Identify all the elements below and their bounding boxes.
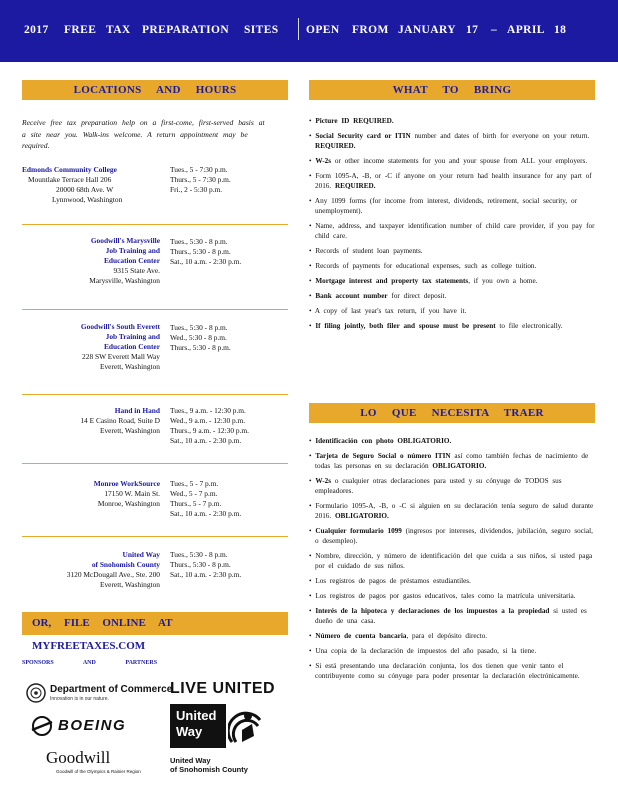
location-name: Job Training and <box>105 246 160 255</box>
goodwill-logo <box>46 748 146 778</box>
item-bold: Mortgage interest and property tax statements <box>315 277 469 285</box>
item-text: Nombre, dirección, y número de identificación del que cuida a sus niños, si usted paga por el cuidado de sus niños. <box>315 552 593 570</box>
list-item: • If filing jointly, both filer and spouse must be present to file electronically. <box>309 322 563 330</box>
what-to-bring-header: WHAT TO BRING <box>309 80 595 100</box>
banner-word: 18 <box>554 24 567 36</box>
item-text: for direct deposit. <box>387 292 447 300</box>
address-line: 228 SW Everett Mall Way <box>82 352 160 361</box>
address-line: Marysville, Washington <box>89 276 160 285</box>
united-way-text: of Snohomish County <box>170 765 248 774</box>
banner-word: FROM <box>352 24 389 36</box>
list-item: • Tarjeta de Seguro Social o número ITIN así como también fechas de nacimiento de todas las personas en su declaración OBLIGATORIO. <box>309 452 589 470</box>
item-bold: Interés de la hipoteca y declaraciones de los impuestos a la propiedad <box>315 607 550 615</box>
lo-que-necesita-list <box>309 436 595 686</box>
banner-word: FREE <box>64 24 97 36</box>
item-bold: OBLIGATORIO. <box>432 462 487 470</box>
title-banner <box>0 0 618 62</box>
item-text: Records of student loan payments. <box>315 247 423 255</box>
list-item: • Los registros de pagos de préstamos estudiantiles. <box>309 577 471 585</box>
hours-line: Tues., 5:30 - 8 p.m. <box>170 323 228 332</box>
item-text: así como también fechas de nacimiento de todas las personas en su declaración <box>315 452 589 470</box>
location-name: United Way <box>122 550 160 559</box>
address-line: 17150 W. Main St. <box>104 489 160 498</box>
hours-line: Thurs., 5:30 - 8 p.m. <box>170 560 231 569</box>
item-text: Name, address, and taxpayer identification number of child care provider, if you pay for child care. <box>315 222 595 240</box>
address-line: Everett, Washington <box>99 362 160 371</box>
item-bold: OBLIGATORIO. <box>334 512 389 520</box>
hours-line: Tues., 5:30 - 8 p.m. <box>170 237 228 246</box>
hours-line: Sat., 10 a.m. - 2:30 p.m. <box>170 436 242 445</box>
hours-line: Tues., 5:30 - 8 p.m. <box>170 550 228 559</box>
live-united-text: LIVE UNITED <box>170 680 276 697</box>
hours-line: Sat., 10 a.m. - 2:30 p.m. <box>170 509 242 518</box>
list-item: • A copy of last year's tax return, if you have it. <box>309 307 467 315</box>
banner-word: 17 <box>466 24 479 36</box>
banner-divider <box>298 18 299 40</box>
list-item: • Identificación con photo OBLIGATORIO. <box>309 437 452 445</box>
location-divider <box>22 463 288 464</box>
boeing-symbol-icon <box>30 714 54 738</box>
address-line: 3120 McDougall Ave., Ste. 200 <box>66 570 160 579</box>
item-bold: REQUIRED. <box>315 142 356 150</box>
address-line: 9315 State Ave. <box>113 266 160 275</box>
item-text: to file electronically. <box>495 322 563 330</box>
list-item: • Records of student loan payments. <box>309 247 423 255</box>
hours-line: Tues., 5 - 7 p.m. <box>170 479 219 488</box>
list-item: • Formulario 1095-A, -B, o -C si alguien en su declaración tenía seguro de salud durante 2016. OBLIGATORIO. <box>309 502 594 520</box>
list-item: • Picture ID REQUIRED. <box>309 117 394 125</box>
item-bold: If filing jointly, both filer and spouse must be present <box>315 322 496 330</box>
item-bold: Picture ID REQUIRED. <box>315 117 394 125</box>
location-marysville <box>22 236 288 296</box>
hours-line: Thurs., 5:30 - 8 p.m. <box>170 343 231 352</box>
united-way-badge-line: United <box>176 708 217 723</box>
list-item: • Social Security card or ITIN number and dates of birth for everyone on your return. REQUIRED. <box>309 132 590 150</box>
address-line: 20000 68th Ave. W <box>56 185 114 194</box>
commerce-logo <box>24 682 173 704</box>
united-way-hand-icon <box>228 706 264 746</box>
item-bold: Social Security card or ITIN <box>315 132 411 140</box>
location-hours <box>170 406 288 446</box>
location-name: Education Center <box>103 342 160 351</box>
sponsors-title: SPONSORS AND PARTNERS <box>22 660 158 666</box>
location-name: Hand in Hand <box>114 406 160 415</box>
location-name: of Snohomish County <box>91 560 160 569</box>
item-bold: Bank account number <box>315 292 388 300</box>
banner-word: JANUARY <box>398 24 456 36</box>
location-united-way <box>22 550 288 598</box>
location-monroe <box>22 479 288 527</box>
banner-word: PREPARATION <box>142 24 230 36</box>
hours-line: Thurs., 5:30 - 8 p.m. <box>170 247 231 256</box>
location-address <box>22 479 160 509</box>
location-hours <box>170 237 288 267</box>
location-divider <box>22 309 288 310</box>
hours-line: Thurs., 9 a.m. - 12:30 p.m. <box>170 426 250 435</box>
lo-que-necesita-header: LO QUE NECESITA TRAER <box>309 403 595 423</box>
united-way-logo <box>170 680 276 780</box>
hours-line: Thurs., 5 - 7:30 p.m. <box>170 175 231 184</box>
location-hours <box>170 550 288 580</box>
hours-line: Sat., 10 a.m. - 2:30 p.m. <box>170 257 242 266</box>
list-item: • Número de cuenta bancaria, para el depósito directo. <box>309 632 488 640</box>
location-name: Job Training and <box>105 332 160 341</box>
item-bold: REQUIRED. <box>334 182 376 190</box>
locations-header: LOCATIONS AND HOURS <box>22 80 288 100</box>
item-text: o cualquier otras declaraciones para usted y su cónyuge de TODOS sus empleadores. <box>315 477 562 495</box>
address-line: Everett, Washington <box>99 426 160 435</box>
location-name: Edmonds Community College <box>22 165 117 174</box>
item-text: Records of payments for educational expenses, such as college tuition. <box>315 262 537 270</box>
location-address <box>22 406 160 436</box>
list-item: • Records of payments for educational expenses, such as college tuition. <box>309 262 537 270</box>
banner-word: OPEN <box>306 24 340 36</box>
location-hand-in-hand <box>22 406 288 454</box>
item-text: Form 1095-A, -B, or -C if anyone on your return had health insurance for any part of 2016. <box>315 172 592 190</box>
list-item: • W-2s o cualquier otras declaraciones para usted y su cónyuge de TODOS sus empleadores. <box>309 477 562 495</box>
list-item: • W-2s or other income statements for you and your spouse from ALL your employers. <box>309 157 588 165</box>
hours-line: Wed., 5 - 7 p.m. <box>170 489 218 498</box>
hours-line: Sat., 10 a.m. - 2:30 p.m. <box>170 570 242 579</box>
list-item: • Interés de la hipoteca y declaraciones de los impuestos a la propiedad si usted es dueño de una casa. <box>309 607 587 625</box>
hours-line: Fri., 2 - 5:30 p.m. <box>170 185 223 194</box>
banner-word: TAX <box>106 24 131 36</box>
item-bold: Identificación con photo OBLIGATORIO. <box>315 437 452 445</box>
item-bold: W-2s <box>315 477 332 485</box>
commerce-name: Department of Commerce <box>50 684 173 695</box>
location-name: Education Center <box>103 256 160 265</box>
hours-line: Wed., 9 a.m. - 12:30 p.m. <box>170 416 246 425</box>
banner-word: APRIL <box>507 24 545 36</box>
what-to-bring-list <box>309 116 595 336</box>
item-text: Any 1099 forms (for income from interest, dividends, retirement, social security, or unemployment). <box>314 197 577 215</box>
item-text: Una copia de la declaración de impuestos del año pasado, si la tiene. <box>315 647 537 655</box>
boeing-logo <box>30 714 160 740</box>
banner-word: SITES <box>244 24 279 36</box>
hours-line: Tues., 9 a.m. - 12:30 p.m. <box>170 406 246 415</box>
location-hours <box>170 479 288 519</box>
list-item: • Form 1095-A, -B, or -C if anyone on your return had health insurance for any part of 2016. REQUIRED. <box>309 172 592 190</box>
list-item: • Mortgage interest and property tax statements, if you own a home. <box>309 277 538 285</box>
address-line: 14 E Casino Road, Suite D <box>80 416 160 425</box>
item-text: Los registros de pagos por gastos educativos, tales como la matrícula universitaria. <box>315 592 576 600</box>
item-text: (ingresos por intereses, dividendos, jubilación, seguro social, o desempleo). <box>315 527 593 545</box>
commerce-tagline: Innovation is in our nature. <box>50 696 109 702</box>
location-name: Goodwill's Marysville <box>90 236 160 245</box>
united-way-badge-line: Way <box>176 724 203 739</box>
list-item: • Una copia de la declaración de impuestos del año pasado, si la tiene. <box>309 647 537 655</box>
item-text: si usted es dueño de una casa. <box>315 607 587 625</box>
item-bold: W-2s <box>315 157 332 165</box>
location-hours <box>170 323 288 353</box>
location-divider <box>22 394 288 395</box>
item-text: Si está presentando una declaración conjunta, los dos tienen que venir tanto el contribuyente como su cónyuge para poder presentar la declaración electrónicamente. <box>315 662 580 680</box>
list-item: • Name, address, and taxpayer identification number of child care provider, if you pay for child care. <box>309 222 595 240</box>
address-line: Mountlake Terrace Hall 206 <box>28 175 112 184</box>
goodwill-name: Goodwill <box>46 748 111 767</box>
item-text: number and dates of birth for everyone on your return. <box>410 132 590 140</box>
item-bold: Número de cuenta bancaria <box>315 632 407 640</box>
item-bold: Cualquier formulario 1099 <box>315 527 402 535</box>
banner-word: – <box>491 24 498 36</box>
location-address <box>22 165 160 205</box>
hours-line: Tues., 5 - 7:30 p.m. <box>170 165 228 174</box>
list-item: • Los registros de pagos por gastos educativos, tales como la matrícula universitaria. <box>309 592 576 600</box>
item-text: , para el depósito directo. <box>406 632 488 640</box>
address-line: Everett, Washington <box>99 580 160 589</box>
item-text: A copy of last year's tax return, if you have it. <box>314 307 467 315</box>
address-line: Lynnwood, Washington <box>52 195 123 204</box>
location-name: Monroe WorkSource <box>93 479 160 488</box>
list-item: • Any 1099 forms (for income from interest, dividends, retirement, social security, or unemployment). <box>309 197 577 215</box>
location-address <box>22 236 160 286</box>
united-way-badge <box>170 704 226 748</box>
boeing-name: BOEING <box>58 717 127 734</box>
list-item: • Si está presentando una declaración conjunta, los dos tienen que venir tanto el contribuyente como su cónyuge para poder presentar la declaración electrónicamente. <box>309 662 580 680</box>
location-edmonds <box>22 165 288 215</box>
item-bold: Tarjeta de Seguro Social o número ITIN <box>315 452 451 460</box>
location-name: Goodwill's South Everett <box>80 322 160 331</box>
commerce-seal-icon <box>26 683 46 703</box>
location-divider <box>22 536 288 537</box>
united-way-text: United Way <box>170 756 211 765</box>
location-hours <box>170 165 288 195</box>
banner-year: 2017 <box>24 24 49 36</box>
hours-line: Wed., 5:30 - 8 p.m. <box>170 333 227 342</box>
item-text: Formulario 1095-A, -B, o -C si alguien en su declaración tenía seguro de salud durante 2016. <box>315 502 594 520</box>
list-item: • Cualquier formulario 1099 (ingresos por intereses, dividendos, jubilación, seguro social, o desempleo). <box>309 527 593 545</box>
item-text: or other income statements for you and your spouse from ALL your employers. <box>331 157 588 165</box>
location-address <box>22 322 160 372</box>
list-item: • Bank account number for direct deposit. <box>309 292 447 300</box>
file-online-banner: OR, FILE ONLINE AT MYFREETAXES.COM <box>22 612 288 635</box>
location-address <box>22 550 160 590</box>
item-text: Los registros de pagos de préstamos estudiantiles. <box>315 577 471 585</box>
locations-intro: Receive free tax preparation help on a first-come, first-served basis at a site near you. Walk-ins welcome. A return appointment may be required. <box>22 118 265 150</box>
item-text: , if you own a home. <box>468 277 538 285</box>
goodwill-tagline: Goodwill of the Olympics & Rainier Region <box>56 769 141 774</box>
location-south-everett <box>22 322 288 382</box>
address-line: Monroe, Washington <box>97 499 160 508</box>
location-divider <box>22 224 288 225</box>
hours-line: Thurs., 5 - 7 p.m. <box>170 499 222 508</box>
list-item: • Nombre, dirección, y número de identificación del que cuida a sus niños, si usted paga por el cuidado de sus niños. <box>309 552 593 570</box>
